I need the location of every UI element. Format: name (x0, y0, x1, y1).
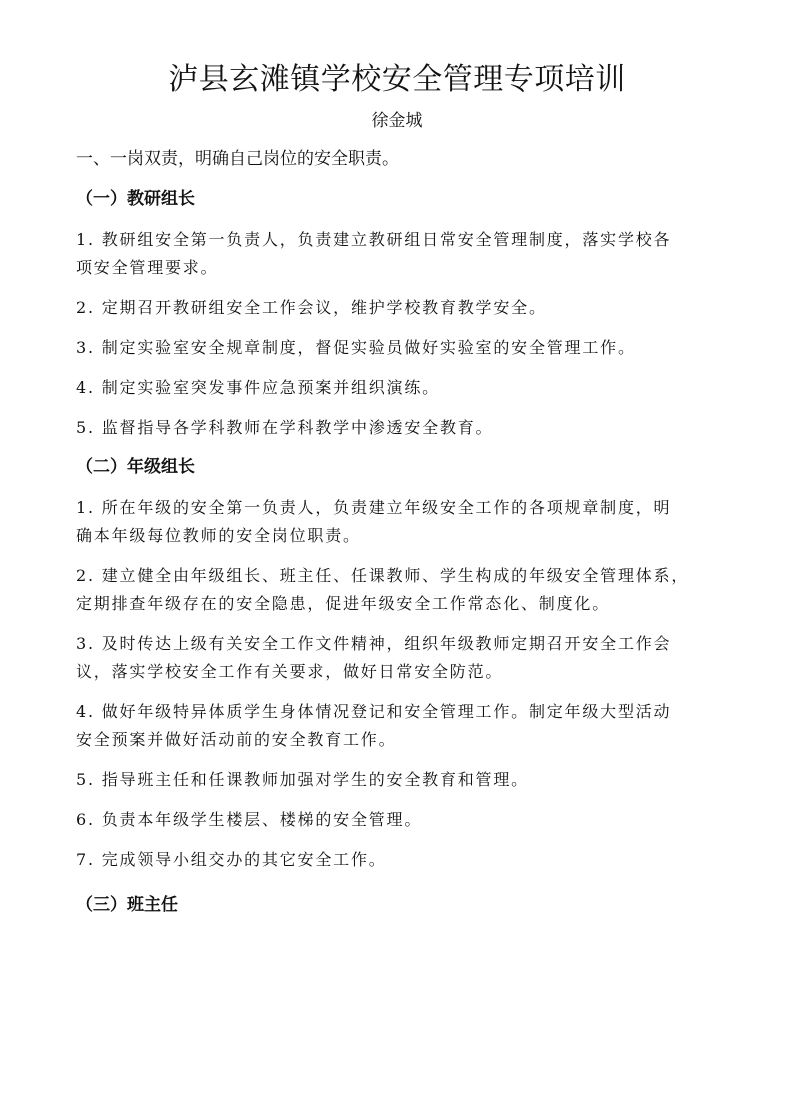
list-item-line: 安全预案并做好活动前的安全教育工作。 (76, 730, 397, 749)
section-class-teacher (76, 890, 718, 920)
list-item (76, 846, 718, 874)
intro-paragraph: 一、一岗双责，明确自己岗位的安全职责。 (76, 149, 399, 169)
list-item (76, 766, 718, 794)
document-author: 徐金城 (371, 111, 423, 131)
section-grade-leader (76, 452, 718, 874)
list-item (76, 494, 718, 550)
list-item-line: 7. 完成领导小组交办的其它安全工作。 (76, 850, 387, 869)
list-item-line: 1. 所在年级的安全第一负责人，负责建立年级安全工作的各项规章制度，明 (76, 498, 672, 517)
section-heading: （三）班主任 (76, 895, 178, 915)
list-item-line: 2. 定期召开教研组安全工作会议，维护学校教育教学安全。 (76, 298, 547, 317)
list-item (76, 698, 718, 754)
list-item (76, 562, 718, 618)
section-teaching-group-leader (76, 184, 718, 442)
section-heading: （一）教研组长 (76, 189, 195, 209)
document-title: 泸县玄滩镇学校安全管理专项培训 (168, 62, 626, 97)
list-item-line: 2. 建立健全由年级组长、班主任、任课教师、学生构成的年级安全管理体系， (76, 566, 690, 585)
list-item-line: 5. 监督指导各学科教师在学科教学中渗透安全教育。 (76, 418, 494, 437)
list-item (76, 806, 718, 834)
list-item-line: 确本年级每位教师的安全岗位职责。 (76, 526, 361, 545)
list-item (76, 374, 718, 402)
list-item (76, 334, 718, 362)
list-item-line: 议，落实学校安全工作有关要求，做好日常安全防范。 (76, 662, 504, 681)
list-item-line: 3. 制定实验室安全规章制度，督促实验员做好实验室的安全管理工作。 (76, 338, 636, 357)
list-item-line: 定期排查年级存在的安全隐患，促进年级安全工作常态化、制度化。 (76, 594, 611, 613)
list-item-line: 项安全管理要求。 (76, 258, 219, 277)
list-item-line: 3. 及时传达上级有关安全工作文件精神，组织年级教师定期召开安全工作会 (76, 634, 672, 653)
list-item-line: 4. 制定实验室突发事件应急预案并组织演练。 (76, 378, 440, 397)
section-heading: （二）年级组长 (76, 457, 195, 477)
list-item (76, 414, 718, 442)
list-item-line: 1. 教研组安全第一负责人，负责建立教研组日常安全管理制度，落实学校各 (76, 230, 672, 249)
list-item (76, 630, 718, 686)
list-item (76, 294, 718, 322)
list-item-line: 5. 指导班主任和任课教师加强对学生的安全教育和管理。 (76, 770, 529, 789)
list-item-line: 4. 做好年级特异体质学生身体情况登记和安全管理工作。制定年级大型活动 (76, 702, 672, 721)
list-item (76, 226, 718, 282)
list-item-line: 6. 负责本年级学生楼层、楼梯的安全管理。 (76, 810, 423, 829)
